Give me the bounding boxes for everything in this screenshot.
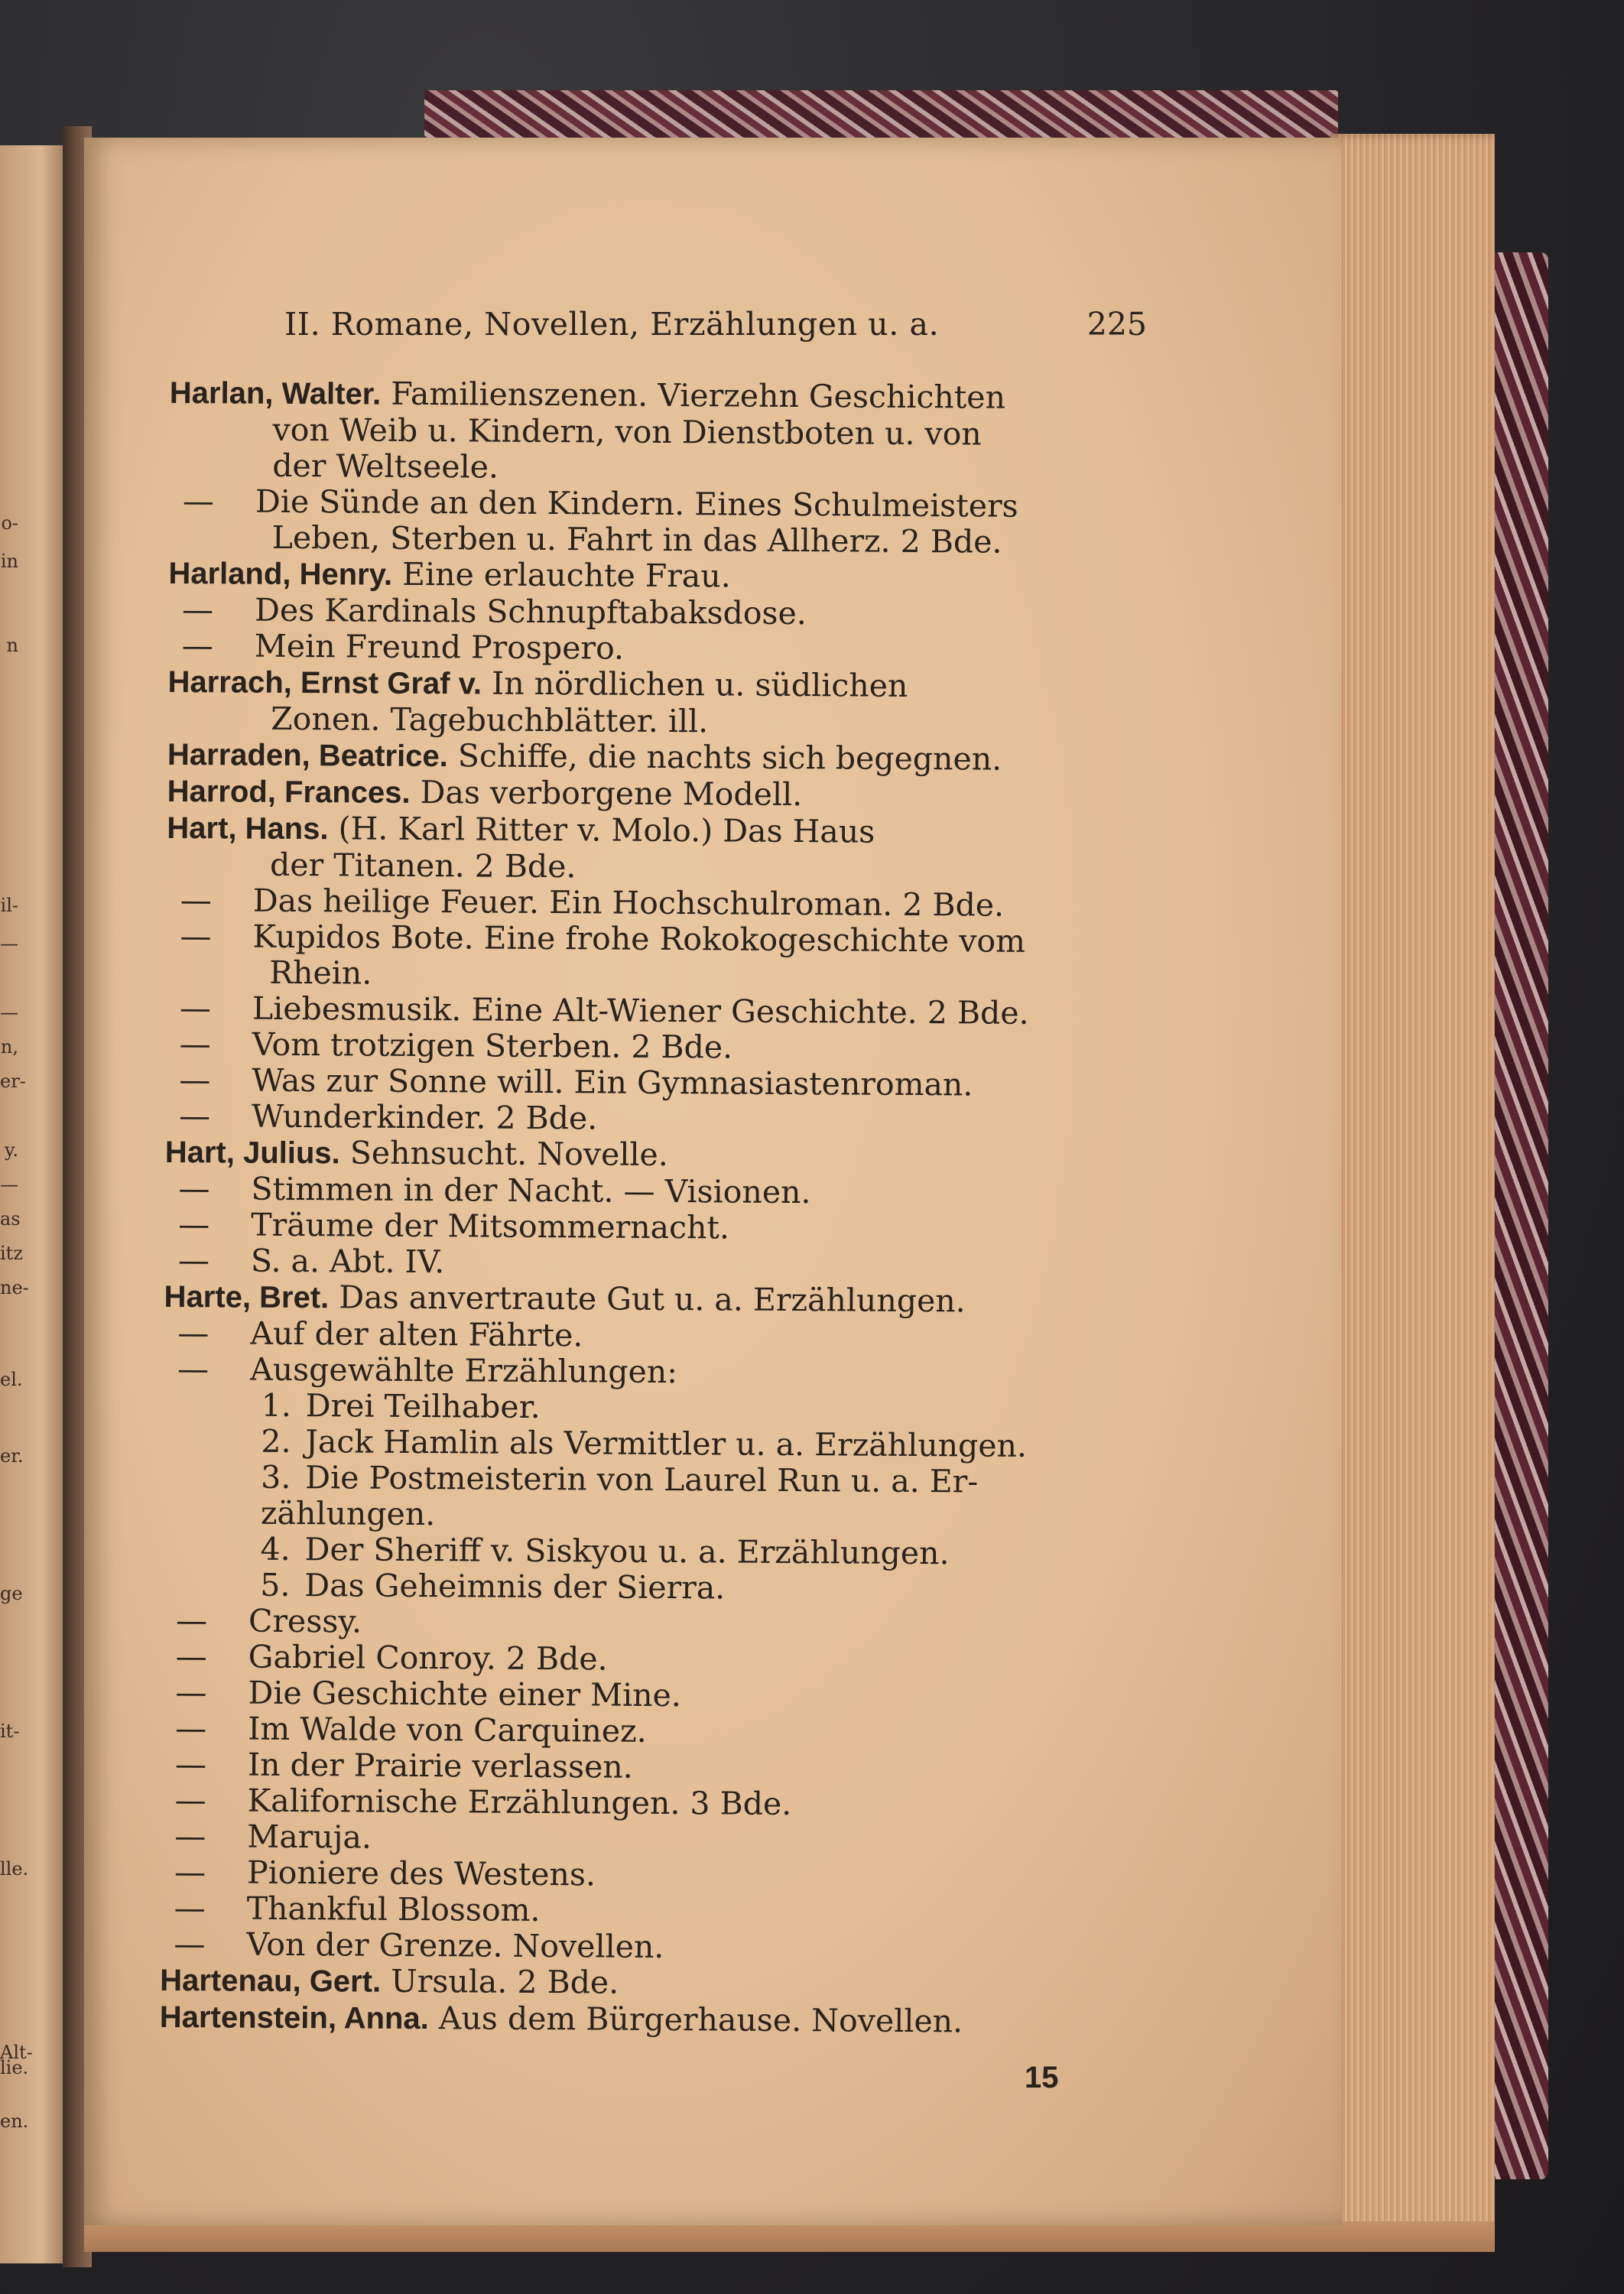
- entry-dash: —: [182, 483, 215, 520]
- previous-page-fragment: as: [0, 1208, 21, 1230]
- entry-title: Aus dem Bürgerhause. Novellen.: [438, 2000, 963, 2040]
- previous-page-fragment: Alt-: [0, 2042, 33, 2063]
- entry-dash: —: [179, 1025, 211, 1063]
- entry-title: Pioniere des Westens.: [246, 1854, 596, 1893]
- entry-title: Eine erlauchte Frau.: [401, 555, 731, 595]
- previous-page-fragment: n,: [0, 1036, 18, 1058]
- previous-page-fragment: er.: [0, 1445, 24, 1467]
- marbled-side-edge: [1487, 252, 1548, 2179]
- entry-title: Die Sünde an den Kindern. Eines Schulmeisters: [255, 483, 1018, 525]
- previous-page-fragment: lle.: [0, 1858, 29, 1880]
- entry-title: (H. Karl Ritter v. Molo.) Das Haus: [338, 810, 875, 850]
- previous-page-fragment: el.: [0, 1369, 23, 1390]
- entry-dash: —: [174, 1746, 207, 1783]
- entry-dash: —: [174, 1854, 206, 1891]
- marbled-top-edge: [424, 90, 1338, 144]
- entry-dash: —: [181, 627, 213, 664]
- entry-number: 2.: [261, 1422, 291, 1460]
- entry-dash: —: [174, 1782, 206, 1819]
- running-head: II. Romane, Novellen, Erzählungen u. a.: [284, 306, 940, 343]
- previous-page-fragment: —: [0, 1002, 18, 1023]
- catalog-list: [160, 375, 1156, 2042]
- entry-title: Das verborgene Modell.: [420, 774, 803, 814]
- entry-dash: —: [175, 1602, 208, 1639]
- entry-continuation: zählungen.: [260, 1494, 436, 1533]
- catalog-entry: [160, 1999, 1146, 2042]
- entry-number: 1.: [261, 1386, 292, 1424]
- entry-title: Ursula. 2 Bde.: [391, 1962, 619, 2001]
- page-number: 225: [1086, 306, 1147, 343]
- entry-title: Schiffe, die nachts sich begegnen.: [457, 737, 1002, 778]
- entry-dash: —: [175, 1710, 207, 1747]
- catalog-entry: [165, 1098, 1151, 1140]
- catalog-entry: [167, 773, 1154, 816]
- entry-title: Jack Hamlin als Vermittler u. a. Erzählungen.: [305, 1423, 1028, 1464]
- entry-author: Hartenau, Gert.: [160, 1963, 382, 1999]
- previous-page-fragment: il-: [0, 895, 18, 916]
- catalog-entry: [168, 628, 1155, 670]
- entry-dash: —: [179, 1061, 211, 1099]
- entry-dash: —: [174, 1889, 206, 1927]
- previous-page-edge: [0, 145, 69, 2263]
- entry-dash: —: [178, 1097, 211, 1135]
- entry-continuation: der Titanen. 2 Bde.: [269, 846, 577, 885]
- entry-title: Des Kardinals Schnupftabaksdose.: [254, 591, 807, 632]
- previous-page-fragment: itz: [0, 1243, 23, 1264]
- entry-title: Stimmen in der Nacht. — Visionen.: [251, 1170, 811, 1211]
- previous-page-fragment: en.: [0, 2110, 29, 2132]
- previous-page-fragment: o-: [1, 512, 18, 534]
- entry-dash: —: [174, 1925, 206, 1963]
- page-stack-bottom-edge: [84, 2221, 1495, 2252]
- entry-author: Hart, Julius.: [164, 1135, 340, 1171]
- entry-dash: —: [177, 1314, 209, 1352]
- entry-title: Kupidos Bote. Eine frohe Rokokogeschichte vom: [252, 918, 1026, 960]
- previous-page-fragment: it-: [0, 1720, 20, 1742]
- entry-title: Gabriel Conroy. 2 Bde.: [248, 1638, 608, 1678]
- entry-author: Hart, Hans.: [167, 811, 329, 846]
- entry-title: In nördlichen u. südlichen: [491, 664, 908, 704]
- entry-author: Harraden, Beatrice.: [167, 737, 448, 774]
- previous-page-fragment: —: [0, 1174, 18, 1195]
- previous-page-fragment: ge: [0, 1583, 23, 1604]
- previous-page-fragment: n: [6, 635, 18, 656]
- entry-title: Das anvertraute Gut u. a. Erzählungen.: [339, 1279, 966, 1320]
- entry-number: 5.: [260, 1566, 291, 1604]
- entry-dash: —: [178, 1170, 210, 1207]
- entry-dash: —: [180, 882, 212, 919]
- previous-page-fragment: —: [0, 933, 18, 954]
- entry-title: Im Walde von Carquinez.: [248, 1710, 647, 1750]
- entry-title: Maruja.: [247, 1818, 372, 1856]
- entry-title: Die Geschichte einer Mine.: [248, 1674, 682, 1714]
- entry-title: Thankful Blossom.: [246, 1889, 541, 1928]
- entry-continuation: der Weltseele.: [272, 447, 499, 486]
- entry-title: Von der Grenze. Novellen.: [246, 1925, 664, 1965]
- entry-title: Träume der Mitsommernacht.: [251, 1206, 730, 1246]
- previous-page-fragment: er-: [0, 1071, 26, 1092]
- previous-page-fragment: in: [0, 551, 18, 572]
- entry-author: Hartenstein, Anna.: [159, 2000, 429, 2036]
- entry-title: Sehnsucht. Novelle.: [349, 1134, 668, 1174]
- entry-title: Vom trotzigen Sterben. 2 Bde.: [252, 1025, 733, 1066]
- entry-title: Das Geheimnis der Sierra.: [304, 1567, 726, 1607]
- entry-title: Mein Freund Prospero.: [254, 627, 625, 667]
- entry-title: S. a. Abt. IV.: [250, 1242, 445, 1281]
- entry-dash: —: [177, 1242, 210, 1279]
- entry-dash: —: [177, 1350, 209, 1388]
- entry-dash: —: [181, 591, 214, 629]
- entry-author: Harland, Henry.: [168, 556, 393, 592]
- entry-author: Harrod, Frances.: [167, 774, 411, 810]
- entry-title: Cressy.: [248, 1602, 362, 1640]
- previous-page-fragment: lie.: [0, 2057, 29, 2078]
- entry-author: Harrach, Ernst Graf v.: [167, 664, 482, 701]
- entry-title: Das heilige Feuer. Ein Hochschulroman. 2 Bde.: [252, 882, 1005, 924]
- entry-title: Familienszenen. Vierzehn Geschichten: [391, 375, 1006, 416]
- entry-title: Liebesmusik. Eine Alt-Wiener Geschichte. 2 Bde.: [252, 989, 1029, 1032]
- entry-title: Auf der alten Fährte.: [250, 1314, 583, 1354]
- entry-dash: —: [174, 1818, 206, 1855]
- entry-author: Harte, Bret.: [164, 1279, 330, 1315]
- entry-continuation: von Weib u. Kindern, von Dienstboten u. von: [272, 411, 982, 453]
- entry-title: Kalifornische Erzählungen. 3 Bde.: [247, 1782, 792, 1823]
- entry-dash: —: [180, 918, 212, 955]
- previous-page-fragment: ne-: [0, 1277, 29, 1298]
- entry-title: Der Sheriff v. Siskyou u. a. Erzählungen.: [304, 1531, 950, 1572]
- entry-dash: —: [178, 1206, 210, 1243]
- entry-continuation: Zonen. Tagebuchblätter. ill.: [271, 700, 709, 740]
- entry-title: Die Postmeisterin von Laurel Run u. a. Er-: [305, 1459, 979, 1500]
- entry-number: 4.: [260, 1530, 291, 1568]
- catalog-entry: [160, 1926, 1146, 1968]
- catalog-entry: [164, 1243, 1151, 1285]
- entry-dash: —: [175, 1674, 207, 1711]
- entry-title: Ausgewählte Erzählungen:: [249, 1350, 678, 1391]
- entry-dash: —: [175, 1638, 207, 1675]
- entry-continuation: Leben, Sterben u. Fahrt in das Allherz. 2 Bde.: [271, 518, 1002, 561]
- entry-dash: —: [179, 989, 212, 1027]
- catalog-entry: [160, 1962, 1146, 2005]
- entry-title: Drei Teilhaber.: [305, 1387, 541, 1425]
- signature-mark: 15: [1025, 2061, 1059, 2094]
- entry-author: Harlan, Walter.: [169, 375, 382, 411]
- entry-title: Was zur Sonne will. Ein Gymnasiastenroman.: [252, 1061, 973, 1103]
- entry-number: 3.: [261, 1458, 291, 1496]
- entry-continuation: Rhein.: [269, 954, 372, 992]
- previous-page-fragment: y.: [5, 1139, 18, 1161]
- page-stack-fore-edge: [1330, 134, 1495, 2237]
- catalog-entry: [167, 736, 1154, 779]
- entry-title: Wunderkinder. 2 Bde.: [251, 1097, 598, 1137]
- entry-title: In der Prairie verlassen.: [247, 1746, 633, 1785]
